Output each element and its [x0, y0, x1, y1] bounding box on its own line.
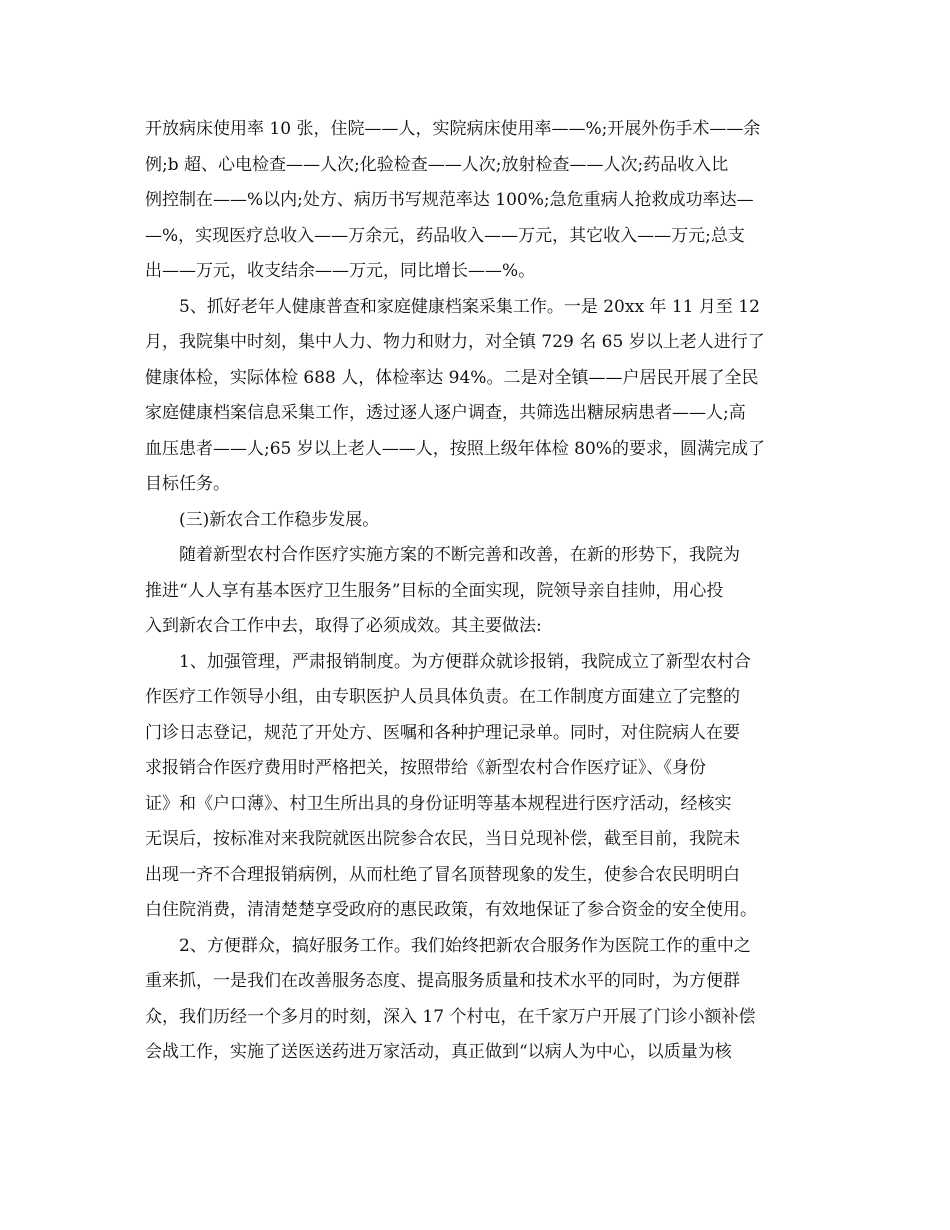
- text-line: 重来抓，一是我们在改善服务态度、提高服务质量和技术水平的同时，为方便群: [145, 971, 740, 991]
- text-line: 推进“人人享有基本医疗卫生服务”目标的全面实现，院领导亲自挂帅，用心投: [145, 580, 724, 601]
- paragraph-first-line: 5、抓好老年人健康普查和家庭健康档案采集工作。一是 20xx 年 11 月至 12: [179, 296, 760, 317]
- text-line: 开放病床使用率 10 张，住院——人，实院病床使用率——%;开展外伤手术——余: [145, 119, 761, 139]
- text-line: 月，我院集中时刻，集中人力、物力和财力，对全镇 729 名 65 岁以上老人进行了: [145, 332, 765, 352]
- paragraph-first-line: 1、加强管理，严肃报销制度。为方便群众就诊报销，我院成立了新型农村合: [179, 651, 751, 672]
- text-line: 求报销合作医疗费用时严格把关，按照带给《新型农村合作医疗证》、《身份: [145, 758, 706, 778]
- text-line: 出——万元，收支结余——万元，同比增长——%。: [145, 261, 536, 281]
- text-line: 血压患者——人;65 岁以上老人——人，按照上级年体检 80%的要求，圆满完成了: [145, 438, 765, 459]
- text-line: 门诊日志登记，规范了开处方、医嘱和各种护理记录单。同时，对住院病人在要: [145, 722, 740, 743]
- section-heading: (三)新农合工作稳步发展。: [179, 509, 380, 530]
- text-line: 健康体检，实际体检 688 人，体检率达 94%。二是对全镇——户居民开展了全民: [145, 367, 759, 388]
- text-line: 会战工作，实施了送医送药进万家活动，真正做到“以病人为中心，以质量为核: [145, 1042, 732, 1062]
- text-line: 目标任务。: [145, 474, 230, 494]
- text-line: 例;b 超、心电检查——人次;化验检查——人次;放射检查——人次;药品收入比: [145, 154, 729, 175]
- text-line: 家庭健康档案信息采集工作，透过逐人逐户调查，共筛选出糖尿病患者——人;高: [145, 403, 746, 423]
- text-line: 证》和《户口薄》、村卫生所出具的身份证明等基本规程进行医疗活动，经核实: [145, 793, 732, 814]
- text-line: 例控制在——%以内;处方、病历书写规范率达 100%;急危重病人抢救成功率达—: [145, 190, 754, 210]
- text-line: 入到新农合工作中去，取得了必须成效。其主要做法:: [145, 616, 542, 636]
- text-line: 众，我们历经一个多月的时刻，深入 17 个村屯，在千家万户开展了门诊小额补偿: [145, 1006, 756, 1027]
- paragraph-first-line: 随着新型农村合作医疗实施方案的不断完善和改善，在新的形势下，我院为: [179, 545, 740, 565]
- document-body: [145, 112, 810, 1071]
- text-line: 白住院消费，清清楚楚享受政府的惠民政策，有效地保证了参合资金的安全使用。: [145, 900, 757, 920]
- text-line: 出现一齐不合理报销病例，从而杜绝了冒名顶替现象的发生，使参合农民明明白: [145, 864, 740, 885]
- text-line: 无误后，按标准对来我院就医出院参合农民，当日兑现补偿，截至目前，我院未: [145, 829, 740, 849]
- paragraph-first-line: 2、方便群众，搞好服务工作。我们始终把新农合服务作为医院工作的重中之: [179, 935, 751, 956]
- text-line: —%，实现医疗总收入——万余元，药品收入——万元，其它收入——万元;总支: [145, 225, 745, 246]
- text-line: 作医疗工作领导小组，由专职医护人员具体负责。在工作制度方面建立了完整的: [145, 687, 740, 707]
